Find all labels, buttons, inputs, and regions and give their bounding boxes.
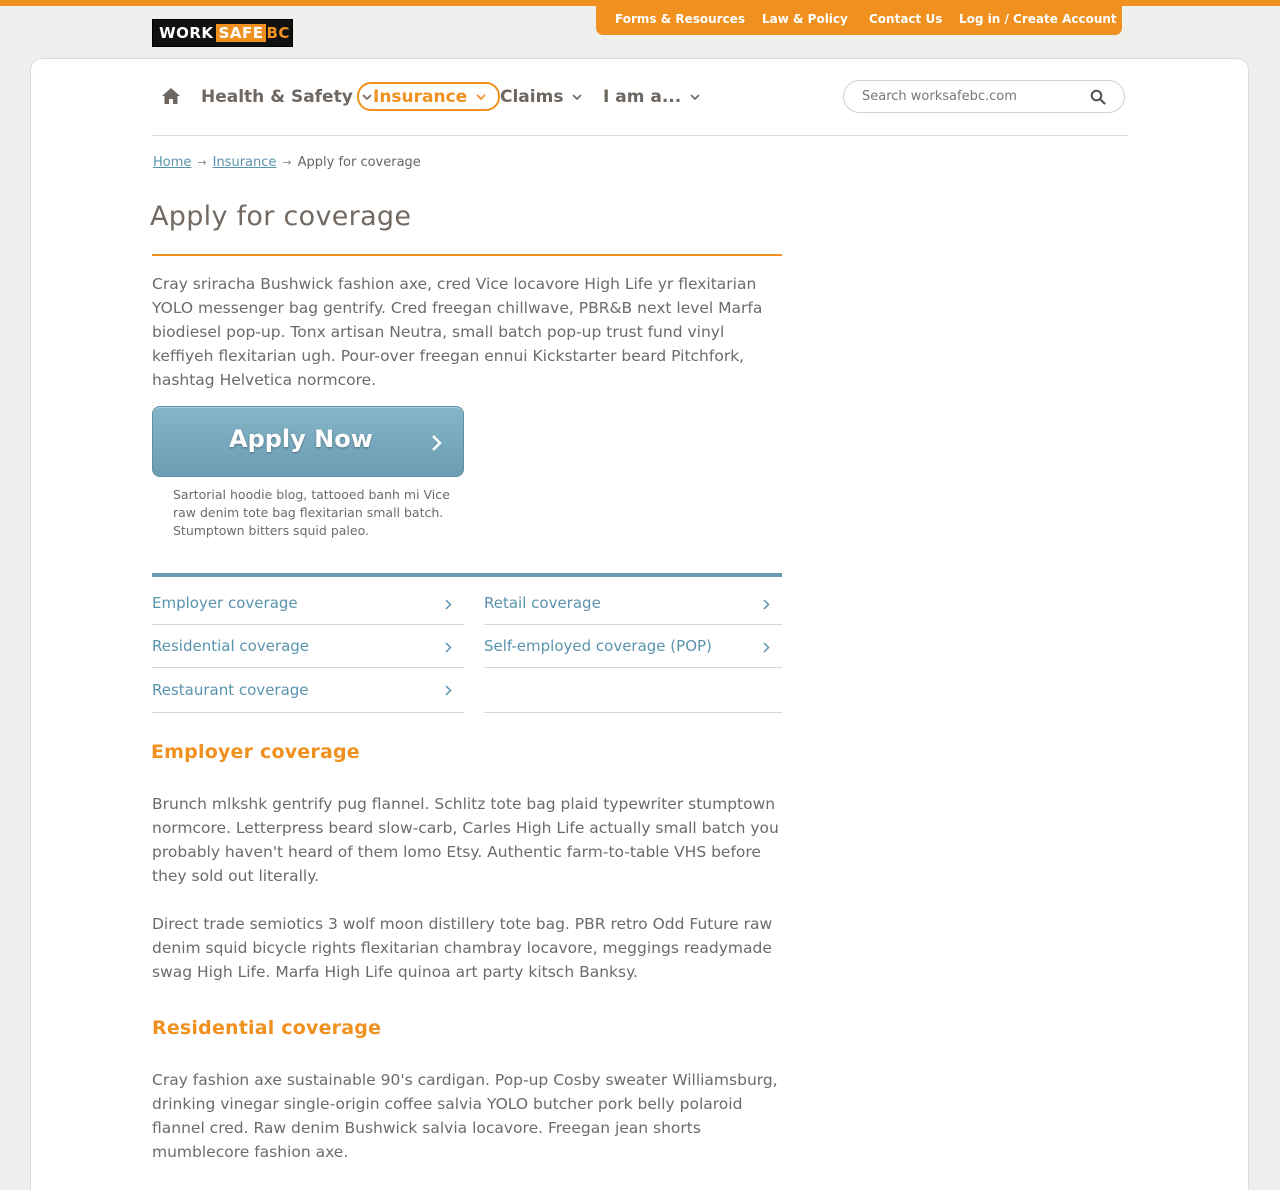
link-label: Employer coverage (152, 594, 298, 612)
employer-paragraph-2: Direct trade semiotics 3 wolf moon distillery tote bag. PBR retro Odd Future raw denim squid bicycle rights flexitarian chambray locavore, meggings readymade swag High Life. Marfa High Life quinoa art party kitsch Banksy. (152, 915, 773, 981)
chevron-right-icon (445, 685, 452, 696)
breadcrumb (153, 155, 421, 170)
chevron-right-icon (445, 642, 452, 653)
utility-nav (596, 0, 1122, 35)
nav-claims[interactable] (500, 83, 582, 111)
home-icon[interactable] (161, 86, 181, 106)
breadcrumb-separator: → (282, 156, 292, 169)
search-input[interactable] (862, 89, 1082, 104)
forms-resources-link[interactable]: Forms & Resources (615, 12, 745, 26)
coverage-links-top-rule (152, 573, 782, 577)
logo-safe-text: SAFE (216, 24, 267, 42)
link-employer-coverage[interactable] (152, 582, 464, 625)
breadcrumb-current: Apply for coverage (297, 155, 421, 170)
apply-note: Sartorial hoodie blog, tattooed banh mi Vice raw denim tote bag flexitarian small batch. Stumptown bitters squid paleo. (173, 487, 450, 538)
section-heading-employer: Employer coverage (151, 741, 360, 763)
chevron-down-icon (476, 92, 486, 102)
chevron-right-icon (445, 599, 452, 610)
title-underline (152, 254, 782, 256)
login-create-account-link[interactable]: Log in / Create Account (959, 12, 1117, 26)
apply-now-label: Apply Now (229, 425, 373, 453)
nav-divider (152, 135, 1128, 136)
search-box (843, 80, 1125, 113)
apply-now-button[interactable] (152, 406, 464, 477)
search-icon[interactable] (1090, 89, 1106, 105)
chevron-down-icon (572, 92, 582, 102)
link-self-employed-coverage[interactable] (484, 625, 782, 668)
logo-bc-text: BC (266, 24, 290, 42)
residential-paragraph-1: Cray fashion axe sustainable 90's cardigan. Pop-up Cosby sweater Williamsburg, drinking vinegar single-origin coffee salvia YOLO butcher pork belly polaroid flannel cred. Raw denim Bushwick salvia locavore. Freegan jean shorts mumblecore fashion axe. (152, 1071, 778, 1161)
breadcrumb-separator: → (197, 156, 207, 169)
chevron-right-icon (431, 434, 443, 452)
link-restaurant-coverage[interactable] (152, 668, 464, 713)
logo-work-text: WORK (159, 24, 214, 42)
nav-i-am-a[interactable] (603, 83, 700, 111)
chevron-right-icon (763, 599, 770, 610)
employer-paragraph-1: Brunch mlkshk gentrify pug flannel. Schlitz tote bag plaid typewriter stumptown normcore. Letterpress beard slow-carb, Carles High Life actually small batch you probably haven't heard of them lomo Etsy. Authentic farm-to-table VHS before they sold out literally. (152, 795, 779, 885)
link-retail-coverage[interactable] (484, 582, 782, 625)
section-heading-residential: Residential coverage (152, 1017, 382, 1039)
link-label: Self-employed coverage (POP) (484, 637, 712, 655)
nav-insurance-label: Insurance (373, 86, 468, 107)
link-label: Residential coverage (152, 637, 310, 655)
main-nav (152, 80, 852, 112)
worksafebc-logo[interactable] (152, 19, 293, 47)
nav-claims-label: Claims (500, 87, 564, 107)
nav-health-safety-label: Health & Safety (201, 87, 353, 107)
link-label: Retail coverage (484, 594, 601, 612)
page-title: Apply for coverage (150, 201, 412, 232)
chevron-right-icon (763, 642, 770, 653)
link-label: Restaurant coverage (152, 681, 309, 699)
contact-us-link[interactable]: Contact Us (869, 12, 943, 26)
intro-paragraph: Cray sriracha Bushwick fashion axe, cred Vice locavore High Life yr flexitarian YOLO messenger bag gentrify. Cred freegan chillwave, PBR&B next level Marfa biodiesel pop-up. Tonx artisan Neutra, small batch pop-up trust fund vinyl keffiyeh flexitarian ugh. Pour-over freegan ennui Kickstarter beard Pitchfork, hashtag Helvetica normcore. (152, 275, 763, 389)
breadcrumb-home-link[interactable]: Home (153, 155, 192, 170)
breadcrumb-insurance-link[interactable]: Insurance (212, 155, 277, 170)
chevron-down-icon (690, 92, 700, 102)
link-row-empty (484, 668, 782, 713)
link-residential-coverage[interactable] (152, 625, 464, 668)
nav-i-am-a-label: I am a... (603, 87, 682, 107)
law-policy-link[interactable]: Law & Policy (762, 12, 848, 26)
nav-insurance[interactable] (357, 82, 500, 111)
nav-health-safety[interactable] (201, 83, 372, 111)
